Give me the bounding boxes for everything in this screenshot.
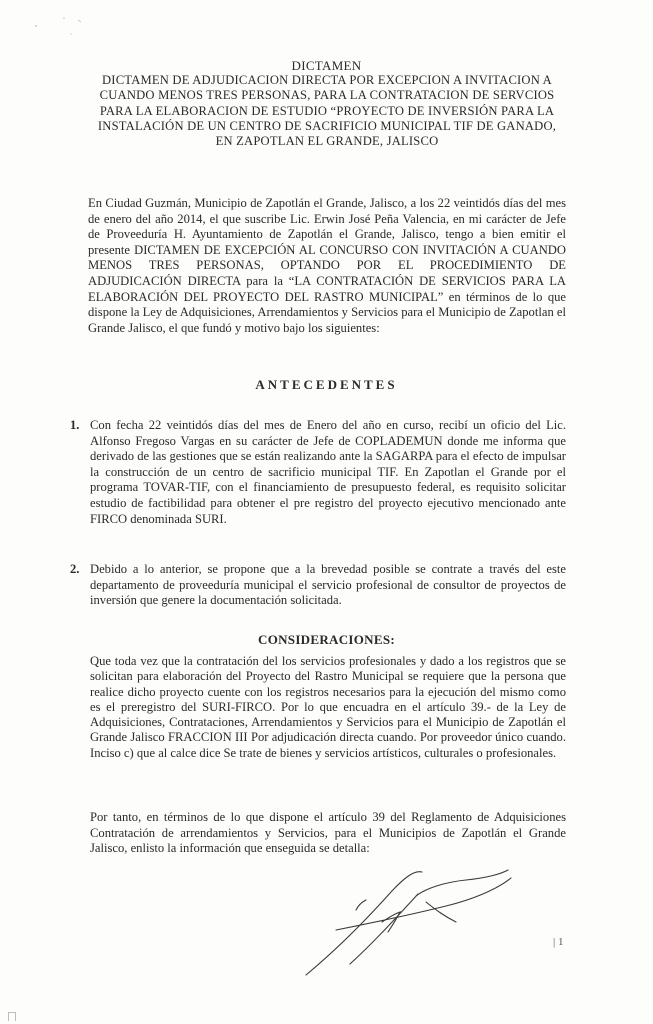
page-number: | 1 (553, 936, 564, 948)
scan-corner-mark (8, 1012, 16, 1021)
consideraciones-heading: CONSIDERACIONES: (258, 632, 395, 647)
intro-paragraph: En Ciudad Guzmán, Municipio de Zapotlán el Grande, Jalisco, a los 22 veintidós días del mes de enero del año 2014, el que suscribe Lic. Erwin José Peña Valencia, en mi carácter de Jefe de Proveeduría H. Ayuntamiento de Zapotlán el Grande, Jalisco, tengo a bien emitir el presente DICTAMEN DE EXCEPCIÓN AL CONCURSO CON INVITACIÓN A CUANDO MENOS TRES PERSONAS, OPTANDO POR EL PROCEDIMIENTO DE ADJUDICACIÓN DIRECTA para la “LA CONTRATACIÓN DE SERVICIOS PARA LA ELABORACIÓN DEL PROYECTO DEL RASTRO MUNICIPAL” en términos de lo que dispone la Ley de Adquisiciones, Arrendamientos y Servicios para el Municipio de Zapotlan el Grande Jalisco, el que fundó y motivo bajo los siguientes: (88, 196, 566, 335)
antecedente-item (70, 562, 566, 609)
antecedente-item (70, 418, 566, 527)
item-text: Debido a lo anterior, se propone que a la brevedad posible se contrate a través del este departamento de proveeduría municipal el servicio profesional de consultor de proyectos de inversión que genere la documentación solicitada. (90, 562, 566, 608)
scan-specks (30, 12, 120, 52)
item-number: 1. (70, 418, 80, 432)
document-title: DICTAMEN (291, 58, 362, 73)
final-paragraph: Por tanto, en términos de lo que dispone el artículo 39 del Reglamento de Adquisiciones Contratación de arrendamientos y Servicios, para el Municipios de Zapotlán el Grande Jalisco, enlisto la información que enseguida se detalla: (90, 810, 566, 856)
document-subtitle: DICTAMEN DE ADJUDICACION DIRECTA POR EXCEPCION A INVITACION A CUANDO MENOS TRES PERSONAS, PARA LA CONTRATACION DE SERVCIOS PARA LA ELABORACION DE ESTUDIO “PROYECTO DE INVERSIÓN PARA LA INSTALACIÓN DE UN CENTRO DE SACRIFICIO MUNICIPAL TIF DE GANADO, EN ZAPOTLAN EL GRANDE, JALISCO (97, 73, 557, 149)
item-number: 2. (70, 562, 80, 576)
handwritten-signature (296, 860, 536, 980)
antecedentes-heading: ANTECEDENTES (255, 377, 398, 392)
item-text: Con fecha 22 veintidós días del mes de Enero del año en curso, recibí un oficio del Lic. Alfonso Fregoso Vargas en su carácter de Jefe de COPLADEMUN donde me informa que derivado de las gestiones que se están realizando ante la SAGARPA para el efecto de impulsar la construcción de un centro de sacrificio municipal TIF. En Zapotlan el Grande por el programa TOVAR-TIF, con el financiamiento de presupuesto federal, es requisito solicitar estudio de factibilidad para obtener el pre registro del proyecto ejecutivo mencionado ante FIRCO denominada SURI. (90, 418, 566, 526)
consideraciones-paragraph: Que toda vez que la contratación del los servicios profesionales y dado a los registros que se solicitan para elaboración del Proyecto del Rastro Municipal se requiere que la persona que realice dicho proyecto cuente con los registros necesarios para la ejecución del mismo como es el preregistro del SURI-FIRCO. Por lo que encuadra en el artículo 39.- de la Ley de Adquisiciones, Contrataciones, Arrendamientos y Servicios para el Municipio de Zapotlán el Grande Jalisco FRACCION III Por adjudicación directa cuando. Por proveedor único cuando. Inciso c) que al calce dice Se trate de bienes y servicios artísticos, culturales o profesionales. (90, 654, 566, 760)
